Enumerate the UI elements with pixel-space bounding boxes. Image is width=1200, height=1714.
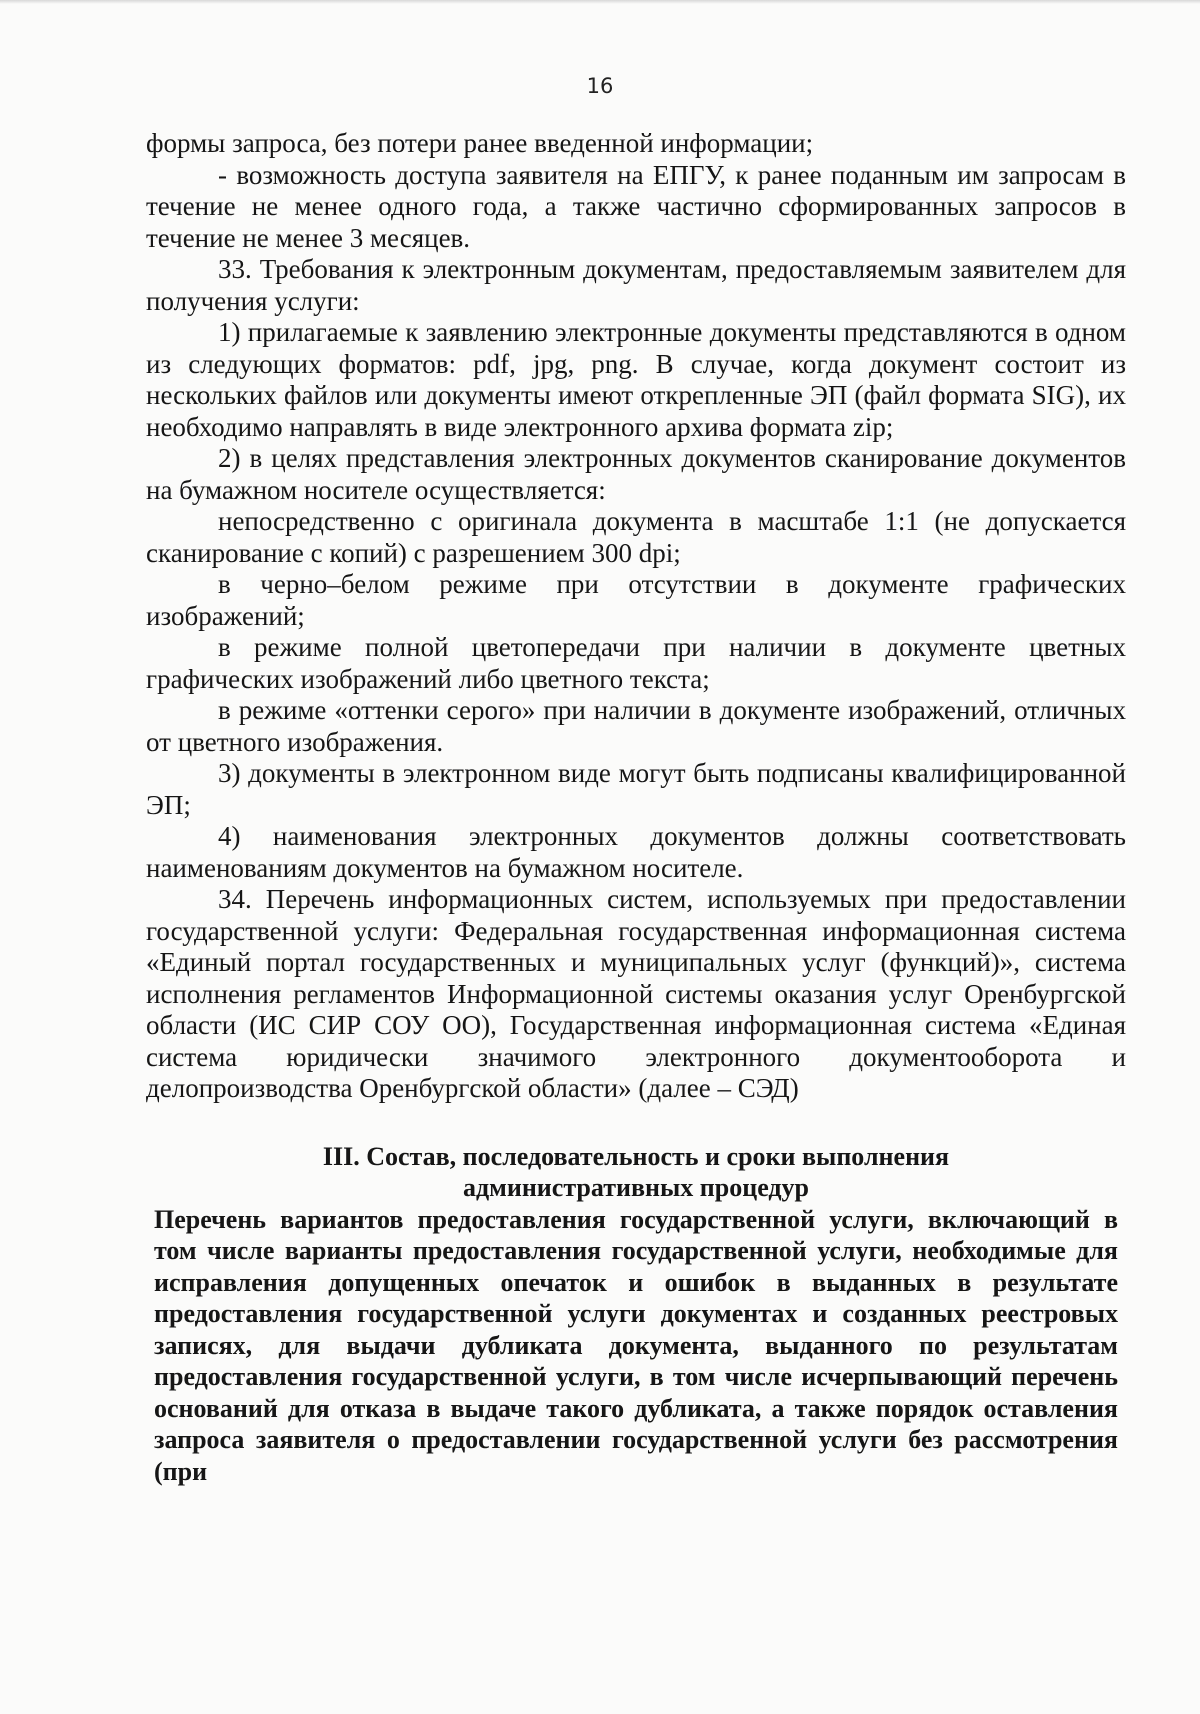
subsection-heading: Перечень вариантов предоставления государственной услуги, включающий в том числе варианты предоставления государственной услуги, необходимые для исправления допущенных опечаток и ошибок в выданных в результате предоставления государственной услуги документах и созданных реестровых записях, для выдачи дубликата документа, выданного по результатам предоставления государственной услуги, в том числе исчерпывающий перечень оснований для отказа в выдаче такого дубликата, а также порядок оставления запроса заявителя о предоставлении государственной услуги без рассмотрения (при	[154, 1204, 1118, 1486]
paragraph-formats: 1) прилагаемые к заявлению электронные документы представляются в одном из следующих форматов: pdf, jpg, png. В случае, когда документ состоит из нескольких файлов или документы имеют открепленные ЭП (файл формата SIG), их необходимо направлять в виде электронного архива формата zip;	[146, 317, 1126, 442]
section-heading-line-1: III. Состав, последовательность и сроки выполнения	[322, 1141, 950, 1171]
scan-top-edge	[0, 0, 1200, 4]
document-body	[146, 128, 1126, 1487]
paragraph-scanning: 2) в целях представления электронных документов сканирование документов на бумажном носителе осуществляется:	[146, 443, 1126, 505]
paragraph-item-33: 33. Требования к электронным документам, предоставляемым заявителем для получения услуги:	[146, 254, 1126, 316]
paragraph-signature: 3) документы в электронном виде могут быть подписаны квалифицированной ЭП;	[146, 758, 1126, 820]
paragraph-naming: 4) наименования электронных документов должны соответствовать наименованиям документов на бумажном носителе.	[146, 821, 1126, 883]
section-heading	[146, 1141, 1126, 1204]
paragraph-continuation: формы запроса, без потери ранее введенной информации;	[146, 128, 814, 158]
paragraph-epgu-access: - возможность доступа заявителя на ЕПГУ, к ранее поданным им запросам в течение не менее одного года, а также частично сформированных запросов в течение не менее 3 месяцев.	[146, 159, 1126, 253]
paragraph-scan-gray: в режиме «оттенки серого» при наличии в документе изображений, отличных от цветного изображения.	[146, 695, 1126, 757]
page-number: 16	[586, 74, 614, 98]
section-heading-line-2: административных процедур	[462, 1173, 810, 1202]
paragraph-item-34: 34. Перечень информационных систем, используемых при предоставлении государственной услуги: Федеральная государственная информационная система «Единый портал государственных и муниципальных услуг (функций)», система исполнения регламентов Информационной системы оказания услуг Оренбургской области (ИС СИР СОУ ОО), Государственная информационная система «Единая система юридически значимого электронного документооборота и делопроизводства Оренбургской области» (далее – СЭД)	[146, 884, 1126, 1103]
paragraph-scan-color: в режиме полной цветопередачи при наличии в документе цветных графических изображений либо цветного текста;	[146, 632, 1126, 694]
paragraph-scan-original: непосредственно с оригинала документа в масштабе 1:1 (не допускается сканирование с копий) с разрешением 300 dpi;	[146, 506, 1126, 568]
paragraph-scan-bw: в черно–белом режиме при отсутствии в документе графических изображений;	[146, 569, 1126, 631]
